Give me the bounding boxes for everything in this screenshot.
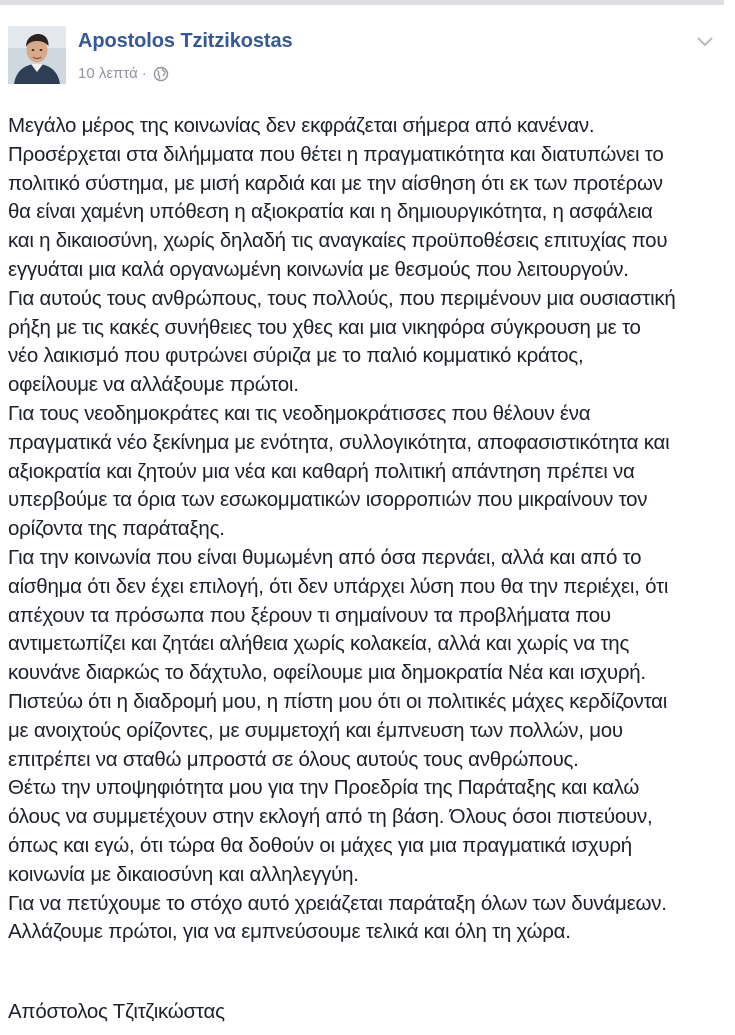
post-text-line: πραγματικά νέο ξεκίνημα με ενότητα, συλλογικότητα, αποφασιστικότητα και [8,430,670,454]
post-text-line: με ανοιχτούς ορίζοντες, με συμμετοχή και έμπνευση των πολλών, μου [8,718,623,742]
post-timestamp[interactable]: 10 λεπτά [78,65,138,82]
post-text-line: απέχουν τα πρόσωπα που ξέρουν τι σημαίνουν τα προβλήματα που [8,603,611,627]
post-text-line: ρήξη με τις κακές συνήθειες του χθες και μια νικηφόρα σύγκρουση με το [8,315,641,339]
post-text-line: Αλλάζουμε πρώτοι, για να εμπνεύσουμε τελικά και όλη τη χώρα. [8,920,571,944]
post-header [8,26,720,90]
post-text-line: επιτρέπει να σταθώ μπροστά σε όλους αυτούς τους ανθρώπους. [8,747,579,771]
post-text-line: όλους να συμμετέχουν στην εκλογή από τη βάση. Όλους όσοι πιστεύουν, [8,805,653,829]
post-text-line: νέο λαικισμό που φυτρώνει σύριζα με το παλιό κομματικό κράτος, [8,344,584,368]
post-text-line: κοινωνία με δικαιοσύνη και αλληλεγγύη. [8,862,359,886]
post-text-line: Για αυτούς τους ανθρώπους, τους πολλούς, που περιμένουν μια ουσιαστική [8,286,676,310]
post-text-line: Πιστεύω ότι η διαδρομή μου, η πίστη μου ότι οι πολιτικές μάχες κερδίζονται [8,689,668,713]
post-text-line: Θέτω την υποψηφιότητα μου για την Προεδρία της Παράταξης και καλώ [8,776,640,800]
post-text-line: θα είναι χαμένη υπόθεση η αξιοκρατία και η δημιουργικότητα, η ασφάλεια [8,200,653,224]
post-text-line: κουνάνε διαρκώς το δάχτυλο, οφείλουμε μια δημοκρατία Νέα και ισχυρή. [8,661,646,685]
post-meta [78,65,169,82]
author-name[interactable]: Apostolos Tzitzikostas [78,30,293,52]
avatar-portrait-icon [8,26,66,84]
post-signature: Απόστολος Τζιτζικώστας [8,1000,225,1023]
post-text-line: πολιτικό σύστημα, με μισή καρδιά και με την αίσθηση ότι εκ των προτέρων [8,171,663,195]
globe-icon[interactable] [153,66,169,82]
meta-separator: · [141,65,147,82]
post-text-line: υπερβούμε τα όρια των εσωκομματικών ισορροπιών που μικραίνουν τον [8,488,648,512]
chevron-down-icon[interactable] [696,36,714,48]
post-text-line: Για να πετύχουμε το στόχο αυτό χρειάζεται παράταξη όλων των δυνάμεων. [8,891,667,915]
facebook-post [0,5,724,1035]
post-body-text [8,112,720,947]
post-text-line: Για τους νεοδημοκράτες και τις νεοδημοκράτισσες που θέλουν ένα [8,401,591,425]
post-text-line: Προσέρχεται στα διλήμματα που θέτει η πραγματικότητα και διατυπώνει το [8,142,664,166]
post-text-line: και η δικαιοσύνη, χωρίς δηλαδή τις αναγκαίες προϋποθέσεις επιτυχίας που [8,229,668,253]
post-text-line: οφείλουμε να αλλάξουμε πρώτοι. [8,373,299,397]
post-text-line: Για την κοινωνία που είναι θυμωμένη από όσα περνάει, αλλά και από το [8,545,642,569]
post-text-line: όπως και εγώ, ότι τώρα θα δοθούν οι μάχες για μια πραγματικά ισχυρή [8,833,632,857]
post-text-line: ορίζοντα της παράταξης. [8,517,225,541]
post-text-line: αντιμετωπίζει και ζητάει αλήθεια χωρίς κολακεία, αλλά και χωρίς να της [8,632,630,656]
avatar[interactable] [8,26,66,84]
post-text-line: εγγυάται μια καλά οργανωμένη κοινωνία με θεσμούς που λειτουργούν. [8,257,629,281]
post-text-line: Μεγάλο μέρος της κοινωνίας δεν εκφράζεται σήμερα από κανέναν. [8,114,595,137]
post-text-line: αξιοκρατία και ζητούν μια νέα και καθαρή πολιτική απάντηση πρέπει να [8,459,635,483]
post-text-line: αίσθημα ότι δεν έχει επιλογή, ότι δεν υπάρχει λύση που θα την περιέχει, ότι [8,574,669,598]
